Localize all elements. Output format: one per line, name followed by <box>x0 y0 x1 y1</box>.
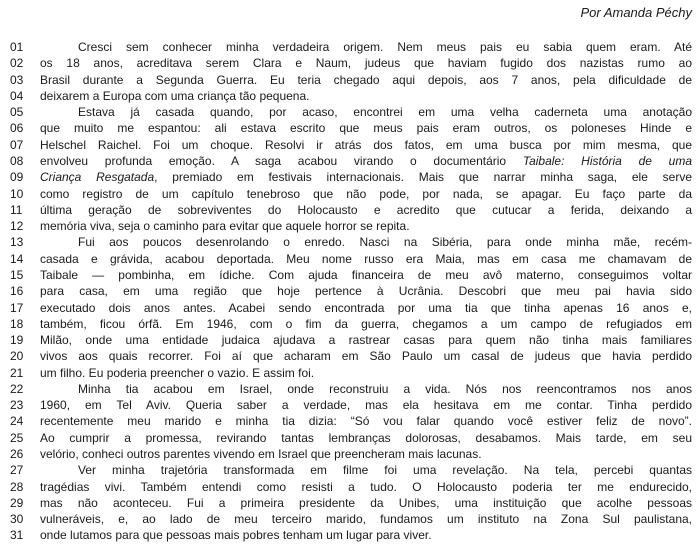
text-line <box>10 511 692 527</box>
line-number: 12 <box>10 219 24 234</box>
line-number: 23 <box>10 398 24 413</box>
text-line <box>10 267 692 283</box>
text-segment: onde lutamos para que pessoas mais pobres tenham um lugar para viver. <box>40 528 432 543</box>
line-text <box>40 495 692 511</box>
line-text <box>40 430 692 446</box>
text-line <box>10 39 692 55</box>
line-text <box>40 381 692 397</box>
text-segment: deixarem a Europa com uma criança tão pequena. <box>40 88 310 103</box>
line-number: 03 <box>10 72 24 87</box>
text-line <box>10 413 692 429</box>
line-number: 14 <box>10 251 24 266</box>
line-text <box>40 72 692 88</box>
line-number: 28 <box>10 479 24 494</box>
line-text <box>40 55 692 71</box>
text-segment: Ver minha trajetória transformada em filme foi uma revelação. Na tela, percebi quantas <box>78 463 692 478</box>
text-segment: um filho. Eu poderia preencher o vazio. E assim foi. <box>40 365 315 380</box>
line-number: 15 <box>10 267 24 282</box>
line-text <box>40 251 692 267</box>
text-line <box>10 527 692 543</box>
text-segment: recentemente meu marido e minha tia dizia: “Só vou falar quando você estiver feliz de novo”. <box>40 414 692 429</box>
line-number: 20 <box>10 349 24 364</box>
text-segment: vivos aos quais recorrer. Foi aí que acharam em São Paulo um casal de judeus que havia perdido <box>40 349 692 364</box>
text-line <box>10 72 692 88</box>
line-text <box>40 88 692 104</box>
line-text <box>40 120 692 136</box>
line-number: 16 <box>10 284 24 299</box>
line-number: 31 <box>10 528 24 543</box>
line-number: 19 <box>10 333 24 348</box>
text-segment: Brasil durante a Segunda Guerra. Eu teria chegado aqui depois, aos 7 anos, pela dificuldade de <box>40 72 692 87</box>
line-number: 21 <box>10 365 24 380</box>
line-text <box>40 462 692 478</box>
text-segment: , premiado em festivais internacionais. Mais que narrar minha saga, ele serve <box>154 170 692 185</box>
text-line <box>10 495 692 511</box>
text-segment: Cresci sem conhecer minha verdadeira origem. Nem meus pais eu sabia quem eram. Até <box>78 40 692 54</box>
text-segment: Ao cumprir a promessa, revirando tantas lembranças dolorosas, desabamos. Mais tarde, em seu <box>40 430 692 445</box>
text-line <box>10 479 692 495</box>
line-text <box>40 218 692 234</box>
text-line <box>10 446 692 462</box>
line-number: 27 <box>10 463 24 478</box>
line-number: 29 <box>10 495 24 510</box>
line-text <box>40 186 692 202</box>
line-number: 22 <box>10 381 24 396</box>
text-segment: tragédias vivi. Também entendi como resisti a tudo. O Holocausto poderia ter me endurecido, <box>40 479 692 494</box>
text-line <box>10 283 692 299</box>
text-segment: os 18 anos, acreditava serem Clara e Naum, judeus que haviam fugido dos nazistas rumo ao <box>40 56 692 71</box>
text-line <box>10 55 692 71</box>
text-line <box>10 332 692 348</box>
text-segment: Estava já casada quando, por acaso, encontrei em uma velha caderneta uma anotação <box>78 105 692 120</box>
text-line <box>10 381 692 397</box>
text-line <box>10 153 692 169</box>
text-segment: casada e grávida, acabou deportada. Meu nome russo era Maia, mas em casa me chamavam de <box>40 251 692 266</box>
line-text <box>40 283 692 299</box>
line-text <box>40 316 692 332</box>
text-segment: mas não aconteceu. Fui a primeira presidente da Unibes, uma instituição que acolhe pessoas <box>40 495 692 510</box>
text-line <box>10 234 692 250</box>
text-segment: velório, conheci outros parentes vivendo em Israel que preencheram mais lacunas. <box>40 447 482 462</box>
text-segment: vulneráveis, e, ao lado de meu terceiro marido, fundamos um instituto na Zona Sul paulistana, <box>40 512 692 527</box>
text-line <box>10 169 692 185</box>
line-text <box>40 397 692 413</box>
text-line <box>10 462 692 478</box>
text-line <box>10 202 692 218</box>
text-line <box>10 348 692 364</box>
text-line <box>10 365 692 381</box>
line-number: 08 <box>10 153 24 168</box>
text-segment: Helschel Raichel. Foi um choque. Resolvi ir atrás dos fatos, em uma busca por mim mesma, que <box>40 137 692 152</box>
text-line <box>10 430 692 446</box>
text-line <box>10 397 692 413</box>
line-number: 07 <box>10 137 24 152</box>
italic-text-segment: Taibale: História de uma <box>522 153 692 168</box>
line-text <box>40 511 692 527</box>
line-number: 30 <box>10 512 24 527</box>
line-number: 10 <box>10 186 24 201</box>
text-line <box>10 186 692 202</box>
italic-text-segment: Criança Resgatada <box>40 170 155 185</box>
line-number: 04 <box>10 88 24 103</box>
text-line <box>10 120 692 136</box>
line-number: 24 <box>10 414 24 429</box>
line-number: 02 <box>10 56 24 71</box>
line-text <box>40 527 692 543</box>
text-segment: última geração de sobreviventes do Holocausto e acredito que cutucar a ferida, deixando a <box>40 202 692 217</box>
document-lines <box>10 39 692 544</box>
line-number: 26 <box>10 447 24 462</box>
line-text <box>40 39 692 55</box>
byline: Por Amanda Péchy <box>580 5 692 20</box>
text-line <box>10 88 692 104</box>
line-number: 06 <box>10 121 24 136</box>
line-text <box>40 153 692 169</box>
line-number: 11 <box>10 202 23 217</box>
line-number: 13 <box>10 235 24 250</box>
line-number: 01 <box>10 40 24 54</box>
text-segment: Minha tia acabou em Israel, onde reconstruiu a vida. Nós nos reencontramos nos anos <box>78 381 692 396</box>
line-text <box>40 300 692 316</box>
line-text <box>40 169 692 185</box>
line-number: 09 <box>10 170 24 185</box>
line-text <box>40 202 692 218</box>
text-segment: que muito me espantou: ali estava escrito que meus pais eram outros, os poloneses Hinde e <box>40 121 692 136</box>
line-number: 05 <box>10 105 24 120</box>
text-segment: 1960, em Tel Aviv. Queria saber a verdade, mas ela hesitava em me contar. Tinha perdido <box>40 398 692 413</box>
text-line <box>10 251 692 267</box>
line-text <box>40 413 692 429</box>
line-text <box>40 332 692 348</box>
text-line <box>10 316 692 332</box>
line-text <box>40 365 692 381</box>
line-number: 18 <box>10 316 24 331</box>
line-text <box>40 137 692 153</box>
text-line <box>10 137 692 153</box>
text-segment: Taibale — pombinha, em ídiche. Com ajuda financeira de meu avô materno, conseguimos voltar <box>40 267 692 282</box>
text-segment: Milão, onde uma entidade judaica ajudava a rastrear casas para quem não tinha mais familiares <box>40 333 692 348</box>
line-text <box>40 267 692 283</box>
text-segment: para casa, em uma região que hoje pertence à Ucrânia. Descobri que meu pai havia sido <box>40 284 692 299</box>
text-line <box>10 218 692 234</box>
line-number: 17 <box>10 300 24 315</box>
line-text <box>40 234 692 250</box>
text-line <box>10 300 692 316</box>
text-segment: memória viva, seja o caminho para evitar que aquele horror se repita. <box>40 219 410 234</box>
text-segment: como registro de um capítulo tenebroso que não pode, por nada, se apagar. Eu faço parte da <box>40 186 692 201</box>
line-text <box>40 479 692 495</box>
text-segment: executado dois anos antes. Acabei sendo encontrada por uma tia que tinha apenas 16 anos e, <box>40 300 692 315</box>
line-number: 25 <box>10 430 24 445</box>
line-text <box>40 348 692 364</box>
text-segment: também, ficou órfã. Em 1946, com o fim da guerra, chegamos a um campo de refugiados em <box>40 316 692 331</box>
text-line <box>10 104 692 120</box>
line-text <box>40 446 692 462</box>
text-segment: Fui aos poucos desenrolando o enredo. Nasci na Sibéria, para onde minha mãe, recém- <box>78 235 692 250</box>
line-text <box>40 104 692 120</box>
text-segment: envolveu profunda emoção. A saga acabou virando o documentário <box>40 153 523 168</box>
